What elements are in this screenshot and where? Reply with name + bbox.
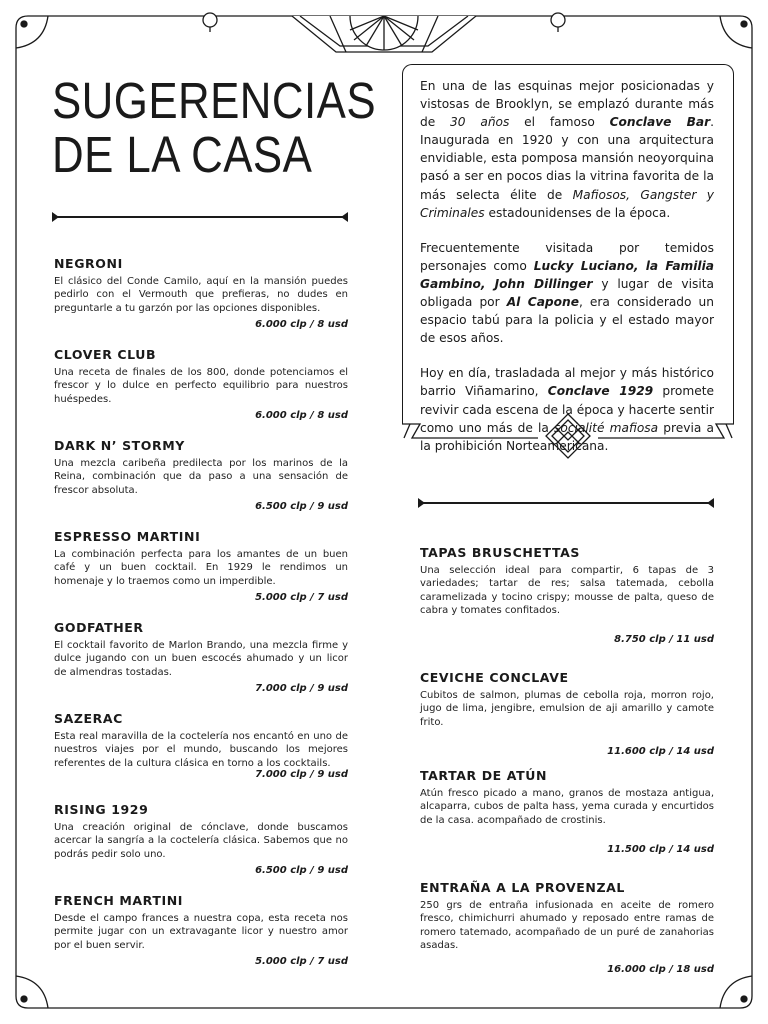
- item-name: FRENCH MARTINI: [54, 893, 184, 908]
- menu-item: [54, 620, 348, 694]
- intro-text-run: Frecuentemente visitada por temidos personajes como: [420, 240, 714, 273]
- item-description: La combinación perfecta para los amantes de un buen café y un buen cocktail. En 1929 le rendimos un homenaje y lo traemos como un imperdible.: [54, 549, 348, 587]
- menu-item: [54, 256, 348, 330]
- intro-text-run: Mafiosos, Gangster y Criminales: [420, 187, 714, 220]
- fan-ornament-icon: [292, 16, 476, 52]
- item-name: CLOVER CLUB: [54, 347, 157, 362]
- menu-item: [54, 802, 348, 876]
- item-description: El clásico del Conde Camilo, aquí en la mansión puedes pedirlo con el Vermouth que prefieras, no dudes en preguntarle a tu garzón por las opciones disponibles.: [54, 276, 348, 314]
- divider-right: [418, 498, 714, 508]
- page-title: [52, 74, 376, 182]
- item-description: 250 grs de entraña infusionada en aceite de romero fresco, chimichurri ahumado y reposado entre ramas de romero tatemado, acompañado de un puré de zanahorias asadas.: [420, 900, 714, 951]
- item-price: 6.000 clp / 8 usd: [255, 409, 348, 421]
- item-name: TAPAS BRUSCHETTAS: [420, 545, 580, 560]
- menu-item: [420, 670, 714, 757]
- corner-dot-bl: [21, 996, 27, 1002]
- item-name: TARTAR DE ATÚN: [420, 768, 548, 783]
- item-price: 16.000 clp / 18 usd: [607, 964, 714, 976]
- item-price: 11.500 clp / 14 usd: [607, 843, 714, 855]
- intro-text-run: . Inaugurada en 1920 y con una arquitectura envidiable, esta pomposa mansión neoyorquina pasó a ser en pocos dias la vitrina favorita de la más selecta élite de: [420, 115, 715, 202]
- item-name: SAZERAC: [54, 711, 123, 726]
- item-price: 7.000 clp / 9 usd: [255, 682, 348, 694]
- item-description: Una mezcla caribeña predilecta por los marinos de la Reina, combinación que da paso a una sensación de frescor absoluta.: [54, 458, 348, 496]
- item-price: 7.000 clp / 9 usd: [255, 768, 348, 780]
- menu-item: [54, 893, 348, 967]
- divider-left: [52, 212, 348, 222]
- item-description: Una selección ideal para compartir, 6 tapas de 3 variedades; tartar de res; salsa tatemada, cebolla caramelizada y tocino crispy; mousse de palta, queso de cabra y tomates confitados.: [420, 565, 714, 616]
- intro-text-run: , era considerado un espacio tabú para la policia y el estado mayor de esos años.: [420, 295, 715, 346]
- intro-text-run: 30 años: [450, 115, 510, 130]
- intro-text-run: el famoso: [509, 115, 610, 130]
- intro-text-run: En una de las esquinas mejor posicionadas y vistosas de Brooklyn, se emplazó durante más de: [420, 79, 714, 130]
- item-description: Atún fresco picado a mano, granos de mostaza antigua, alcaparra, cubos de palta hass, yema curada y encurtidos de la casa. acompañado de crostinis.: [420, 788, 714, 826]
- title-line-1: SUGERENCIAS: [52, 72, 377, 129]
- item-price: 6.500 clp / 9 usd: [255, 864, 348, 876]
- item-name: NEGRONI: [54, 256, 123, 271]
- menu-item: [54, 347, 348, 421]
- item-description: Esta real maravilla de la coctelería nos encantó en uno de nuestros viajes por el mundo, buscando los mejores referentes de la cultura clásica en torno a los cocktails.: [54, 731, 348, 769]
- corner-dot-tr: [741, 21, 747, 27]
- item-price: 8.750 clp / 11 usd: [614, 634, 714, 646]
- menu-item: [54, 711, 348, 780]
- item-price: 6.500 clp / 9 usd: [255, 500, 348, 512]
- title-line-2: DE LA CASA: [52, 126, 313, 183]
- item-price: 11.600 clp / 14 usd: [607, 745, 714, 757]
- item-name: CEVICHE CONCLAVE: [420, 670, 569, 685]
- intro-text-run: y lugar de visita obligada por: [420, 276, 714, 310]
- corner-dot-br: [741, 996, 747, 1002]
- item-description: Cubitos de salmon, plumas de cebolla roja, morron rojo, jugo de lima, jengibre, emulsion de aji amarillo y camote frito.: [420, 690, 714, 728]
- item-description: El cocktail favorito de Marlon Brando, una mezcla firme y dulce jugando con un buen escocés ahumado y un licor de almendras tostadas.: [54, 640, 348, 678]
- intro-paragraph-2: [420, 239, 714, 348]
- item-name: DARK N’ STORMY: [54, 438, 185, 453]
- intro-text-run: Lucky Luciano, la Familia Gambino, John Dillinger: [420, 258, 714, 291]
- item-name: RISING 1929: [54, 802, 149, 817]
- item-name: ENTRAÑA A LA PROVENZAL: [420, 880, 625, 895]
- corner-dot-tl: [21, 21, 27, 27]
- intro-text-run: Hoy en día, trasladada al mejor y más histórico barrio Viñamarino,: [420, 366, 714, 399]
- intro-text-run: promete revivir cada escena de la época y hacerte sentir como uno más de la: [420, 384, 714, 435]
- menu-item: [420, 768, 714, 855]
- menu-item: [54, 438, 348, 512]
- intro-text-run: previa a la prohibición Norteamericana.: [420, 420, 714, 453]
- intro-text: [420, 77, 714, 472]
- item-name: ESPRESSO MARTINI: [54, 529, 201, 544]
- intro-paragraph-3: [420, 364, 714, 454]
- menu-item: [420, 880, 714, 975]
- intro-text-run: estadounidenses de la época.: [484, 205, 671, 220]
- intro-text-run: Al Capone: [506, 295, 579, 310]
- item-description: Una receta de finales de los 800, donde potenciamos el frescor y lo dulce en perfecto equilibrio para nuestros huéspedes.: [54, 367, 348, 405]
- item-price: 5.000 clp / 7 usd: [255, 955, 348, 967]
- intro-text-run: Conclave Bar: [609, 115, 711, 130]
- item-description: Desde el campo frances a nuestra copa, esta receta nos permite jugar con un extravagante licor y nuestro amor por el buen servir.: [54, 913, 348, 951]
- intro-text-run: Conclave 1929: [547, 384, 654, 399]
- intro-text-run: socialité mafiosa: [554, 420, 659, 435]
- intro-paragraph-1: [420, 77, 714, 222]
- item-price: 5.000 clp / 7 usd: [255, 591, 348, 603]
- menu-item: [420, 545, 714, 645]
- item-price: 6.000 clp / 8 usd: [255, 318, 348, 330]
- item-name: GODFATHER: [54, 620, 144, 635]
- menu-item: [54, 529, 348, 603]
- item-description: Una creación original de cónclave, donde buscamos acercar la sangría a la coctelería clásica. Sabemos que no podrás pedir solo uno.: [54, 822, 348, 860]
